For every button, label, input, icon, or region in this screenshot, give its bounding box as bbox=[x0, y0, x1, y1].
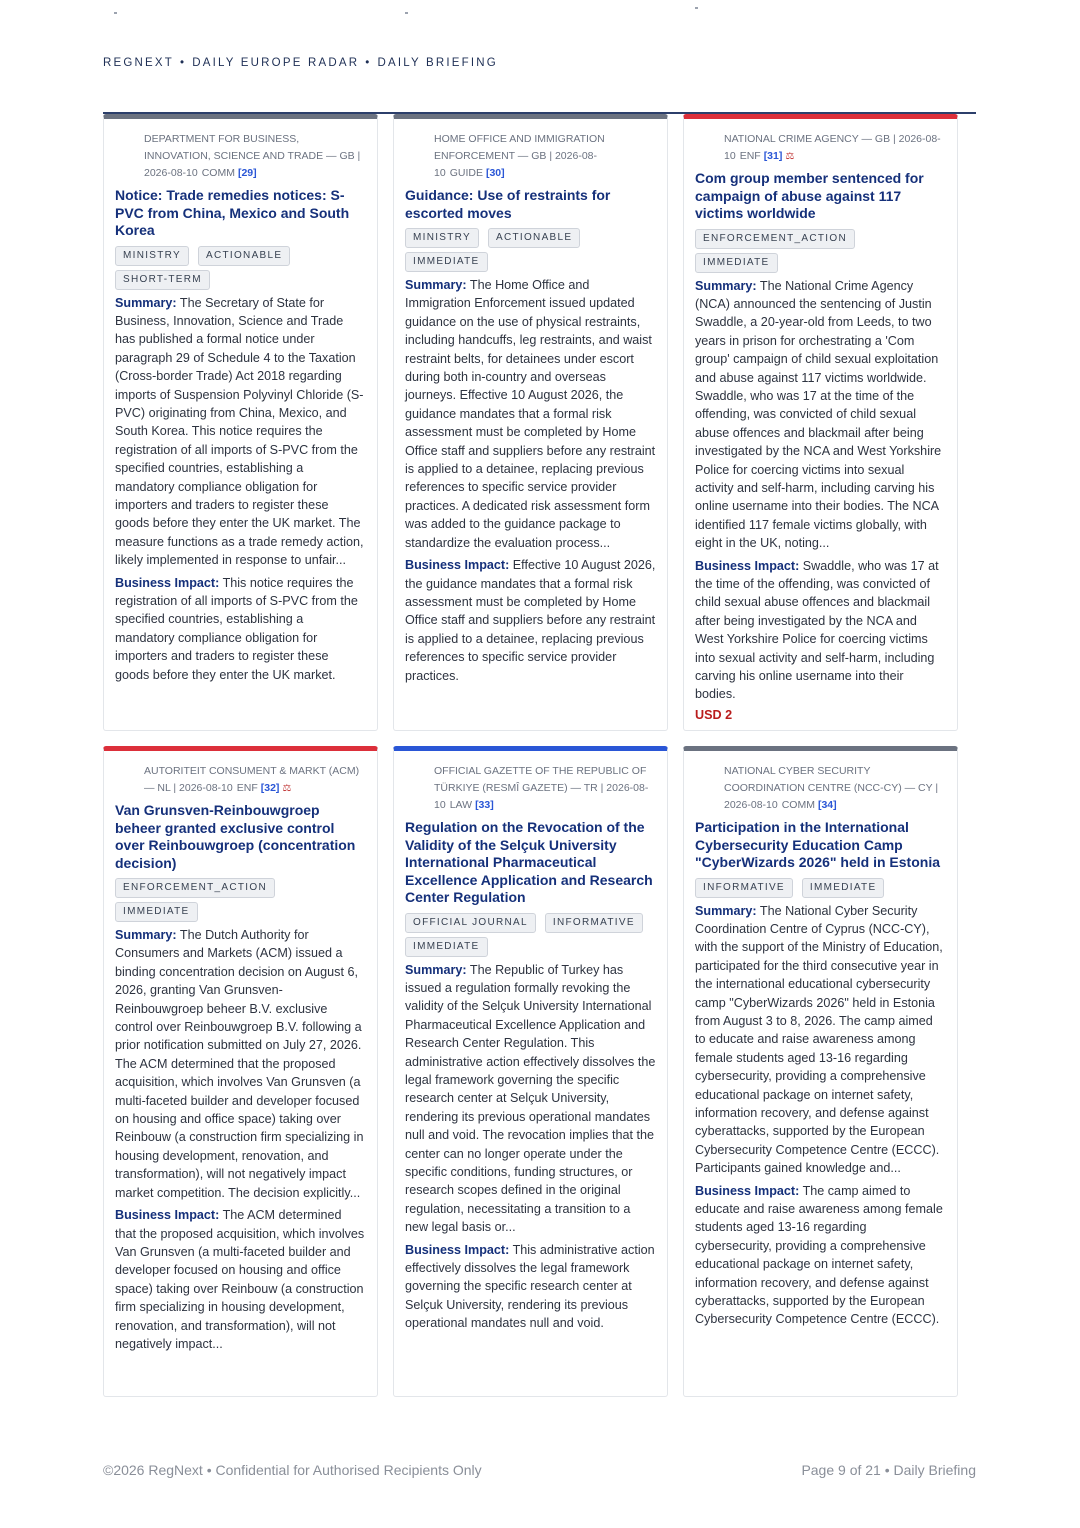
briefing-card bbox=[683, 114, 958, 731]
summary: Summary: The Home Office and Immigration Enforcement issued updated guidance on the use of physical restraints, including handcuffs, leg restraints, and waist restraint belts, for detainees under escort during both in-country and overseas journeys. Effective 10 August 2026, the guidance mandates that a formal risk assessment must be completed by Home Office staff and suppliers before any restraint is applied to a detainee, replacing previous references to specific service provider practices. A dedicated risk assessment form was added to the guidance package to standardize the evaluation process... bbox=[405, 278, 656, 550]
tag: IMMEDIATE bbox=[802, 878, 885, 898]
summary: Summary: The Secretary of State for Business, Innovation, Science and Trade has published a formal notice under paragraph 29 of Schedule 4 to the Taxation (Cross-border Trade) Act 2018 regarding imports of Suspension Polyvinyl Chloride (S-PVC) originating from China, Mexico, and South Korea. This notice requires the registration of all imports of S-PVC from the specified countries, establishing a mandatory compliance obligation for importers and traders to register these goods before they enter the UK market. The measure functions as a trade remedy action, likely implemented in response to unfair... bbox=[115, 295, 364, 568]
tag: IMMEDIATE bbox=[695, 253, 778, 273]
card-meta: OFFICIAL GAZETTE OF THE REPUBLIC OF TÜRKIYE (RESMÎ GAZETE) — TR | 2026-08-10 LAW [33] bbox=[434, 765, 649, 811]
doc-type: COMM bbox=[201, 167, 235, 179]
business-impact: Business Impact: This notice requires the registration of all imports of S-PVC from the specified countries, establishing a mandatory compliance obligation for importers and traders to register these goods before they enter the UK market. bbox=[115, 575, 358, 682]
tag: SHORT-TERM bbox=[115, 270, 210, 290]
card-title: Van Grunsven-Reinbouwgroep beheer granted exclusive control over Reinbouwgroep (concentration decision) bbox=[115, 802, 356, 871]
card-meta: HOME OFFICE AND IMMIGRATION ENFORCEMENT — GB | 2026-08-10 GUIDE [30] bbox=[434, 133, 605, 179]
reference-link[interactable]: [31] bbox=[763, 150, 783, 162]
doc-type: COMM bbox=[781, 799, 815, 811]
tag-list bbox=[695, 229, 946, 273]
reference-link[interactable]: [33] bbox=[475, 799, 494, 811]
summary: Summary: The Dutch Authority for Consumers and Markets (ACM) issued a binding concentration decision on August 6, 2026, granting Van Grunsven-Reinbouwgroep beheer B.V. exclusive control over Reinbouwgroep B.V. following a prior notification submitted on July 27, 2026. The ACM determined that the proposed acquisition, which involves Van Grunsven (a multi-faceted builder and developer focused on housing and office space) taking over Reinbouw (a construction firm specializing in housing development, renovation, and transformation), will not negatively impact market competition. The decision explicitly... bbox=[115, 928, 364, 1200]
briefing-card bbox=[393, 746, 668, 1397]
briefing-grid bbox=[103, 114, 959, 1397]
tag: ACTIONABLE bbox=[488, 228, 580, 248]
tag: INFORMATIVE bbox=[695, 878, 793, 898]
tag-list bbox=[695, 878, 946, 898]
card-title: Com group member sentenced for campaign of abuse against 117 victims worldwide bbox=[695, 170, 924, 221]
tag: OFFICIAL JOURNAL bbox=[405, 913, 536, 933]
briefing-card bbox=[103, 746, 378, 1397]
tag-list bbox=[405, 228, 656, 272]
tag: MINISTRY bbox=[115, 246, 189, 266]
card-meta: DEPARTMENT FOR BUSINESS, INNOVATION, SCIENCE AND TRADE — GB | 2026-08-10 COMM [29] bbox=[144, 133, 361, 179]
card-meta: AUTORITEIT CONSUMENT & MARKT (ACM) — NL | 2026-08-10 ENF [32] ⚖ bbox=[144, 765, 360, 794]
page-header: REGNEXT • DAILY EUROPE RADAR • DAILY BRIEFING bbox=[103, 57, 498, 69]
fine-amount: USD 2 bbox=[695, 707, 733, 722]
report-name: DAILY EUROPE RADAR bbox=[192, 57, 360, 69]
tag: ENFORCEMENT_ACTION bbox=[695, 229, 855, 249]
doc-type: GUIDE bbox=[449, 167, 483, 179]
card-title: Participation in the International Cybersecurity Education Camp "CyberWizards 2026" held in Estonia bbox=[695, 819, 940, 870]
card-title: Notice: Trade remedies notices: S-PVC from China, Mexico and South Korea bbox=[115, 187, 350, 238]
reference-link[interactable]: [32] bbox=[260, 782, 280, 794]
doc-type: LAW bbox=[449, 799, 473, 811]
doc-type: ENF bbox=[739, 150, 761, 162]
business-impact: Business Impact: The camp aimed to educate and raise awareness among female students aged 13-16 regarding cybersecurity, providing a comprehensive educational package on internet safety, information recovery, and defense against cyberattacks, supported by the European Cybersecurity Competence Centre (ECCC). bbox=[695, 1183, 943, 1327]
reference-link[interactable]: [30] bbox=[485, 167, 505, 179]
tag-list bbox=[115, 246, 366, 290]
summary: Summary: The National Cyber Security Coordination Centre of Cyprus (NCC-CY), with the support of the Ministry of Education, participated for the third consecutive year in the international educational cybersecurity camp "CyberWizards 2026" held in Estonia from August 3 to 8, 2026. The camp aimed to educate and raise awareness among female students aged 13-16 regarding cybersecurity, providing a comprehensive educational package on internet safety, information recovery, and defense against cyberattacks, supported by the European Cybersecurity Competence Centre (ECCC). Participants gained knowledge and... bbox=[695, 903, 943, 1176]
brand-name: REGNEXT bbox=[103, 57, 174, 69]
footer-copyright: ©2026 RegNext • Confidential for Authorised Recipients Only bbox=[103, 1462, 482, 1478]
reference-link[interactable]: [34] bbox=[817, 799, 837, 811]
summary: Summary: The National Crime Agency (NCA) announced the sentencing of Justin Swaddle, a 20-year-old from Leeds, to two years in prison for orchestrating a 'Com group' campaign of child sexual exploitation and abuse against 117 victims worldwide. Swaddle, who was 17 at the time of the offending, was convicted of child sexual abuse offences and blackmail after being investigated by the NCA and West Yorkshire Police for coercing victims into sexual activity and self-harm, including carving his online username into their bodies. The NCA identified 117 female victims globally, with eight in the UK, noting... bbox=[695, 278, 942, 551]
scale-icon: ⚖ bbox=[785, 151, 795, 162]
reference-link[interactable]: [29] bbox=[237, 167, 257, 179]
tag: IMMEDIATE bbox=[115, 902, 198, 922]
tag: IMMEDIATE bbox=[405, 252, 488, 272]
tag-list bbox=[115, 878, 366, 922]
tag: IMMEDIATE bbox=[405, 937, 488, 957]
tag: INFORMATIVE bbox=[545, 913, 643, 933]
doc-type: ENF bbox=[236, 782, 258, 794]
tag-list bbox=[405, 913, 656, 957]
summary: Summary: The Republic of Turkey has issued a regulation formally revoking the validity of the Selçuk University International Pharmaceutical Excellence Application and Research Center Regulation. This administrative action effectively dissolves the legal framework governing the specific research center at Selçuk University, rendering its previous operational mandates null and void. The revocation implies that the center can no longer operate under the specific conditions, funding structures, or research scopes defined in the original regulation, necessitating a transition to a new legal basis or... bbox=[405, 962, 656, 1235]
tag: ENFORCEMENT_ACTION bbox=[115, 878, 275, 898]
briefing-card bbox=[103, 114, 378, 731]
business-impact: Business Impact: Effective 10 August 2026, the guidance mandates that a formal risk assessment must be completed by Home Office staff and suppliers before any restraint is applied to a detainee, replacing previous references to specific service provider practices. bbox=[405, 558, 656, 683]
business-impact: Business Impact: The ACM determined that the proposed acquisition, which involves Van Grunsven (a multi-faceted builder and developer focused on housing and office space) taking over Reinbouw (a construction firm specializing in housing development, renovation, and transformation), will not negatively impact... bbox=[115, 1208, 365, 1351]
card-title: Regulation on the Revocation of the Validity of the Selçuk University International Pharmaceutical Excellence Application and Research Center Regulation bbox=[405, 819, 653, 905]
briefing-card bbox=[683, 746, 958, 1397]
tag: ACTIONABLE bbox=[198, 246, 290, 266]
footer-page-number: Page 9 of 21 • Daily Briefing bbox=[801, 1462, 976, 1478]
business-impact: Business Impact: Swaddle, who was 17 at the time of the offending, was convicted of child sexual abuse offences and blackmail after being investigated by the NCA and West Yorkshire Police for coercing victims into sexual activity and self-harm, including carving his online username into their bodies. bbox=[695, 558, 939, 702]
card-meta: NATIONAL CRIME AGENCY — GB | 2026-08-10 ENF [31] ⚖ bbox=[724, 133, 941, 162]
business-impact: Business Impact: This administrative action effectively dissolves the legal framework governing the specific research center at Selçuk University, rendering its previous operational mandates null and void. bbox=[405, 1242, 655, 1331]
card-title: Guidance: Use of restraints for escorted moves bbox=[405, 187, 611, 221]
tag: MINISTRY bbox=[405, 228, 479, 248]
briefing-card bbox=[393, 114, 668, 731]
briefing-type: DAILY BRIEFING bbox=[377, 57, 498, 69]
scale-icon: ⚖ bbox=[282, 783, 292, 794]
card-meta: NATIONAL CYBER SECURITY COORDINATION CENTRE (NCC-CY) — CY | 2026-08-10 COMM [34] bbox=[724, 765, 939, 811]
